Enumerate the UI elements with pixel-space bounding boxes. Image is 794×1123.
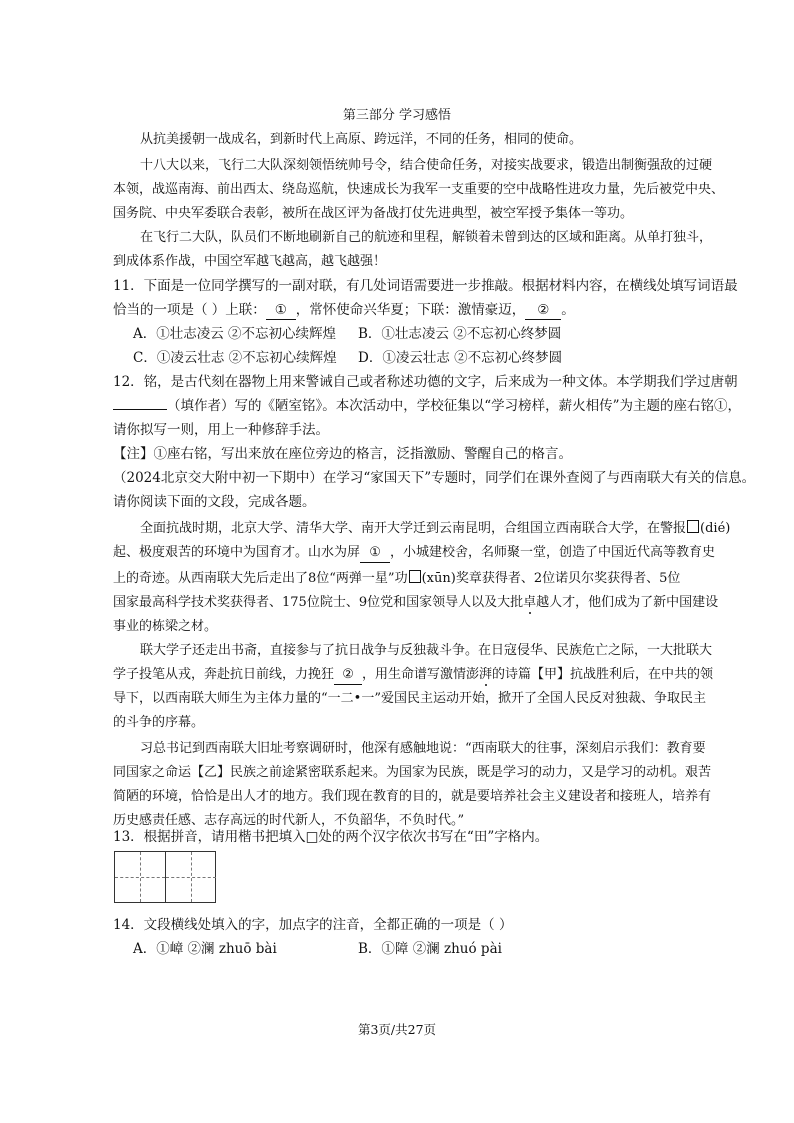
q11-stem-line2	[113, 301, 575, 320]
q12-text-line2: （填作者）写的《陋室铭》。本次活动中，学校征集以“学习榜样，薪火相传”为主题的座右铭①，	[167, 398, 742, 414]
passage2-c-line2: 同国家之命运【乙】民族之前途紧密联系起来。为国家为民族，既是学习的动力，又是学习的动机。艰苦	[113, 765, 712, 780]
passage2-a-line5: 事业的栋梁之材。	[113, 619, 218, 634]
passage2-a-line2	[113, 544, 715, 563]
passage1-paragraph2-line1: 十八大以来，飞行二大队深刻领悟统帅号令，结合使命任务，对接实战要求，锻造出制衡强敌的过硬	[140, 158, 713, 173]
passage2-b-line1: 联大学子还走出书斋，直接参与了抗日战争与反独裁斗争。在日寇侵华、民族危亡之际，一大批联大	[140, 643, 713, 658]
passage2-a4-post: 越人才，他们成为了新中国建设	[536, 595, 719, 610]
fill-box-2	[409, 570, 421, 583]
tianzige-cell-2[interactable]	[165, 852, 216, 902]
q11-blank1: ①	[266, 301, 296, 320]
passage2-c-line1: 习总书记到西南联大旧址考察调研时，他深有感触地说：“西南联大的往事，深刻启示我们：教育要	[140, 741, 706, 756]
q14-stem: 14．文段横线处填入的字，加点字的注音，全都正确的一项是（ ）	[113, 917, 513, 933]
pinyin-die: (dié)	[700, 521, 731, 536]
q12-note: 【注】①座右铭，写出来放在座位旁边的格言，泛指激励、警醒自己的格言。	[113, 446, 572, 462]
passage2-b-line2	[113, 666, 713, 685]
passage2-a2-text: 起、极度艰苦的环境中为国育才。山水为屏	[113, 545, 361, 560]
passage2-a-line4	[113, 594, 718, 612]
q12-stem-line1: 12．铭，是古代刻在器物上用来警诫自己或者称述功德的文字，后来成为一种文体。本学期我们学过唐朝	[113, 374, 738, 390]
tianzige-cell-1[interactable]	[115, 852, 165, 902]
passage2-b2-text: 学子投笔从戎，奔赴抗日前线，力挽狂	[113, 667, 335, 682]
passage2-b2-mid: ，用生命谱写激情澎	[362, 667, 480, 682]
intro-line2: 请你阅读下面的文段，完成各题。	[113, 494, 316, 510]
page-footer: 第3页/共27页	[357, 1022, 437, 1037]
dotted-char-pai: 湃	[479, 667, 493, 682]
passage2-blank2: ②	[334, 666, 362, 685]
passage2-a3-post: 奖章获得者、2位诺贝尔奖获得者、5位	[455, 571, 681, 586]
q14-option-a: A．①嶂 ②澜 zhuō bài	[133, 941, 277, 957]
q11-stem-line1: 11．下面是一位同学撰写的一副对联，有几处词语需要进一步推敲。根据材料内容，在横线处填写词语最	[113, 278, 738, 294]
passage2-blank1: ①	[360, 544, 390, 563]
q11-option-d: D．①凌云壮志 ②不忘初心终梦圆	[358, 350, 563, 366]
q11-text-c: 。	[561, 302, 575, 318]
section-title: 第三部分 学习感悟	[342, 108, 452, 123]
passage1-paragraph3-line2: 到成体系作战，中国空军越飞越高，越飞越强！	[113, 254, 387, 269]
passage1-paragraph3-line1: 在飞行二大队，队员们不断地刷新自己的航迹和里程，解锁着未曾到达的区域和距离。从单打独斗，	[140, 230, 713, 245]
q13-stem: 13．根据拼音，请用楷书把填入□处的两个汉字依次书写在“田”字格内。	[113, 829, 549, 845]
q11-option-b: B．①壮志凌云 ②不忘初心终梦圆	[358, 326, 562, 342]
q11-blank2: ②	[525, 301, 561, 320]
passage2-a4-text: 国家最高科学技术奖获得者、175位院士、9位党和国家领导人以及大批	[113, 595, 524, 610]
q12-author-blank	[113, 409, 167, 410]
q11-text-a: 恰当的一项是（ ）上联：	[113, 302, 266, 318]
passage2-b2-post: 的诗篇【甲】抗战胜利后，在中共的领	[492, 667, 714, 682]
fill-box-1	[687, 520, 699, 533]
tianzige-grid[interactable]	[114, 851, 216, 903]
passage2-a2-post: ，小城建校舍，名师聚一堂，创造了中国近代高等教育史	[390, 545, 716, 560]
q11-text-b: ，常怀使命兴华夏；下联：激情豪迈，	[295, 302, 526, 318]
passage2-c-line4: 历史感责任感、志存高远的时代新人，不负韶华，不负时代。”	[113, 813, 465, 828]
q12-stem-line3: 请你拟写一则，用上一种修辞手法。	[113, 422, 329, 438]
passage2-a1-text: 全面抗战时期，北京大学、清华大学、南开大学迁到云南昆明，合组国立西南联合大学，在警报	[140, 521, 687, 536]
passage1-paragraph2-line3: 国务院、中央军委联合表彰，被所在战区评为备战打仗先进典型，被空军授予集体一等功。	[113, 206, 634, 221]
dotted-char-zhuo: 卓	[523, 595, 537, 610]
passage1-paragraph1: 从抗美援朝一战成名，到新时代上高原、跨远洋，不同的任务，相同的使命。	[140, 132, 583, 147]
passage2-b-line4: 的斗争的序幕。	[113, 715, 205, 730]
passage2-c-line3: 简陋的环境，恰恰是出人才的地方。我们现在教育的目的，就是要培养社会主义建设者和接班人，培养有	[113, 789, 712, 804]
passage2-b-line3: 导下，以西南联大师生为主体力量的“一二•一”爱国民主运动开始，掀开了全国人民反对独裁、争取民主	[113, 691, 706, 706]
q12-stem-line2	[113, 397, 741, 415]
pinyin-xun: (xūn)	[421, 571, 456, 586]
q14-option-b: B．①障 ②澜 zhuó pài	[358, 941, 502, 957]
intro-line1: （2024北京交大附中初一下期中）在学习“家国天下”专题时，同学们在课外查阅了与西南联大有关的信息。	[113, 470, 756, 486]
passage2-a-line3	[113, 570, 680, 588]
q11-option-a: A．①壮志凌云 ②不忘初心续辉煌	[133, 326, 337, 342]
passage2-a-line1	[140, 520, 730, 538]
passage1-paragraph2-line2: 本领，战巡南海、前出西太、绕岛巡航，快速成长为我军一支重要的空中战略性进攻力量，先后被党中央、	[113, 182, 725, 197]
q11-option-c: C．①凌云壮志 ②不忘初心续辉煌	[133, 350, 337, 366]
passage2-a3-text: 上的奇迹。从西南联大先后走出了8位“两弹一星”功	[113, 571, 408, 586]
